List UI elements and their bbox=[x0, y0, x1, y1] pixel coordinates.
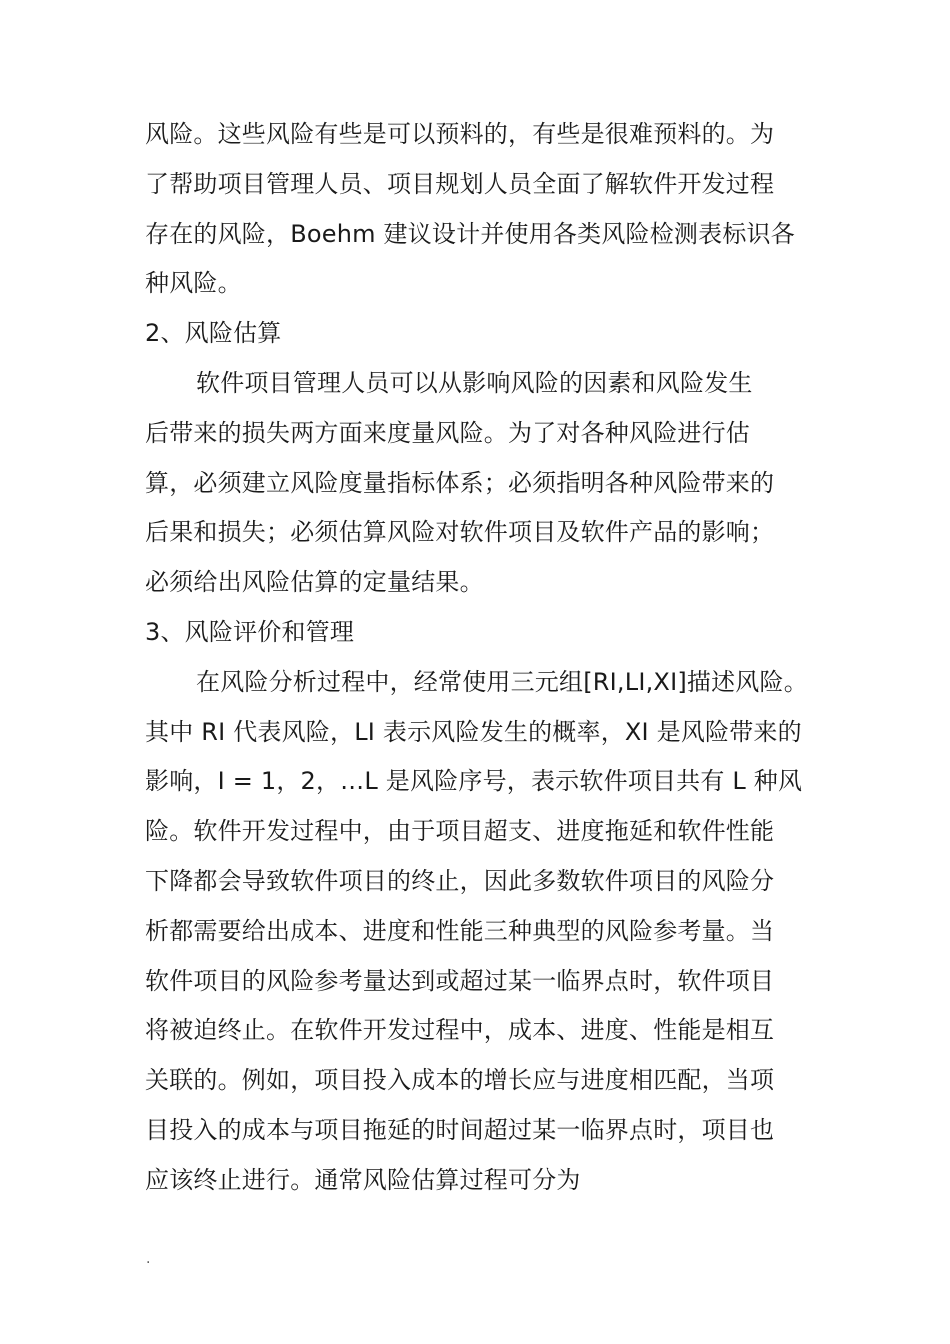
text-line: 必须给出风险估算的定量结果。 bbox=[145, 568, 484, 597]
text-line: 险。软件开发过程中，由于项目超支、进度拖延和软件性能 bbox=[145, 817, 775, 846]
text-line: 目投入的成本与项目拖延的时间超过某一临界点时，项目也 bbox=[145, 1115, 775, 1144]
text-line: 下降都会导致软件项目的终止，因此多数软件项目的风险分 bbox=[145, 866, 775, 895]
text-line: 后带来的损失两方面来度量风险。为了对各种风险进行估 bbox=[145, 418, 750, 447]
paragraph-first-line: 在风险分析过程中，经常使用三元组[RI,LI,XI]描述风险。 bbox=[196, 667, 808, 696]
text-line: 软件项目的风险参考量达到或超过某一临界点时，软件项目 bbox=[145, 966, 775, 995]
text-line: 存在的风险，Boehm 建议设计并使用各类风险检测表标识各 bbox=[145, 219, 795, 248]
section-heading: 2、风险估算 bbox=[145, 319, 282, 348]
paragraph-first-line: 软件项目管理人员可以从影响风险的因素和风险发生 bbox=[196, 368, 753, 397]
text-line: 影响，I = 1，2，…L 是风险序号，表示软件项目共有 L 种风 bbox=[145, 767, 803, 796]
text-line: 其中 RI 代表风险，LI 表示风险发生的概率，XI 是风险带来的 bbox=[145, 717, 802, 746]
footer-mark: . bbox=[146, 1251, 151, 1267]
text-line: 后果和损失；必须估算风险对软件项目及软件产品的影响； bbox=[145, 518, 775, 547]
text-line: 算，必须建立风险度量指标体系；必须指明各种风险带来的 bbox=[145, 468, 775, 497]
text-line: 应该终止进行。通常风险估算过程可分为 bbox=[145, 1165, 581, 1194]
text-line: 风险。这些风险有些是可以预料的，有些是很难预料的。为 bbox=[145, 120, 775, 148]
document-body bbox=[145, 110, 815, 1206]
text-line: 了帮助项目管理人员、项目规划人员全面了解软件开发过程 bbox=[145, 169, 775, 198]
text-line: 关联的。例如，项目投入成本的增长应与进度相匹配，当项 bbox=[145, 1066, 775, 1095]
section-heading: 3、风险评价和管理 bbox=[145, 617, 355, 646]
text-line: 将被迫终止。在软件开发过程中，成本、进度、性能是相互 bbox=[145, 1016, 775, 1045]
text-line: 析都需要给出成本、进度和性能三种典型的风险参考量。当 bbox=[145, 916, 775, 945]
text-line: 种风险。 bbox=[145, 269, 242, 298]
